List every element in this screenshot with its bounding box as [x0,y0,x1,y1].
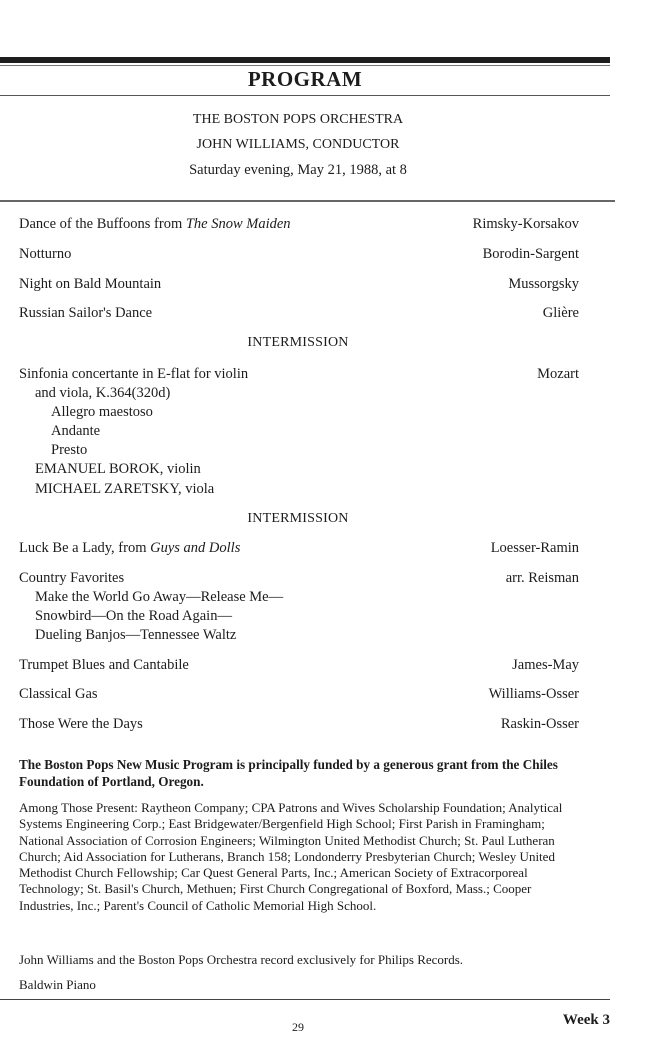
composer: Raskin-Osser [500,716,579,732]
soloist: EMANUEL BOROK, violin [35,461,201,477]
title-underline-rule [0,95,610,96]
among-those-present: Among Those Present: Raytheon Company; CPA Patrons and Wives Scholarship Foundation; Analytical Systems Engineering Corp.; East Bridgewater/Bergenfield High School; First Parish in Framingham; National Association of Corrosion Engineers; Wilmington United Methodist Church; St. Paul Lutheran Church; Aid Association for Lutherans, Branch 158; Londonderry Presbyterian Church; Wesley United Methodist Church Fellowship; Car Quest General Parts, Inc.; American Society of Extracorporeal Technology; St. Basil's Church, Methuen; First Church Congregational of Boxford, Mass.; Cooper Industries, Inc.; Parent's Council of Catholic Memorial High School. [19,800,563,913]
work-title: Country Favorites [19,570,125,586]
work-title: Those Were the Days [19,716,143,732]
work-title: Sinfonia concertante in E-flat for violin [19,366,249,382]
composer: Mussorgsky [508,276,579,292]
concert-date: Saturday evening, May 21, 1988, at 8 [189,162,407,178]
week-label: Week 3 [562,1012,610,1028]
movement: Allegro maestoso [51,404,153,420]
top-thick-rule [0,57,610,63]
movement: Presto [51,442,88,458]
composer: Mozart [537,366,579,382]
medley-line: Snowbird—On the Road Again— [35,608,232,624]
composer: Loesser-Ramin [490,540,579,556]
composer: arr. Reisman [505,570,579,586]
recording-note: John Williams and the Boston Pops Orchestra record exclusively for Philips Records. [19,952,464,967]
orchestra-name: THE BOSTON POPS ORCHESTRA [192,112,404,127]
header-bottom-rule [0,200,615,202]
composer: James-May [512,657,579,673]
intermission-label: INTERMISSION [247,335,349,350]
work-title-continued: and viola, K.364(320d) [35,385,171,401]
work-title: Night on Bald Mountain [19,276,162,292]
work-title: Trumpet Blues and Cantabile [19,657,189,673]
composer: Borodin-Sargent [482,246,579,262]
funding-note: The Boston Pops New Music Program is principally funded by a generous grant from the Chiles Foundation of Portland, Oregon. [19,757,558,789]
footer-rule [0,999,610,1000]
medley-line: Make the World Go Away—Release Me— [35,589,284,605]
intermission-label: INTERMISSION [247,511,349,526]
page-title: PROGRAM [247,67,363,91]
page-number: 29 [292,1020,304,1034]
composer: Rimsky-Korsakov [472,216,579,232]
medley-line: Dueling Banjos—Tennessee Waltz [35,627,237,643]
top-thin-rule [0,65,610,66]
movement: Andante [51,423,101,439]
soloist: MICHAEL ZARETSKY, viola [35,481,215,497]
composer: Glière [542,305,579,321]
piano-credit: Baldwin Piano [19,977,96,992]
work-title: Classical Gas [19,686,98,702]
work-title: Russian Sailor's Dance [19,305,153,321]
conductor-line: JOHN WILLIAMS, CONDUCTOR [196,137,400,152]
work-title: Dance of the Buffoons from The Snow Maiden [19,216,291,232]
work-title: Luck Be a Lady, from Guys and Dolls [19,540,241,556]
composer: Williams-Osser [488,686,579,702]
work-title: Notturno [19,246,72,262]
